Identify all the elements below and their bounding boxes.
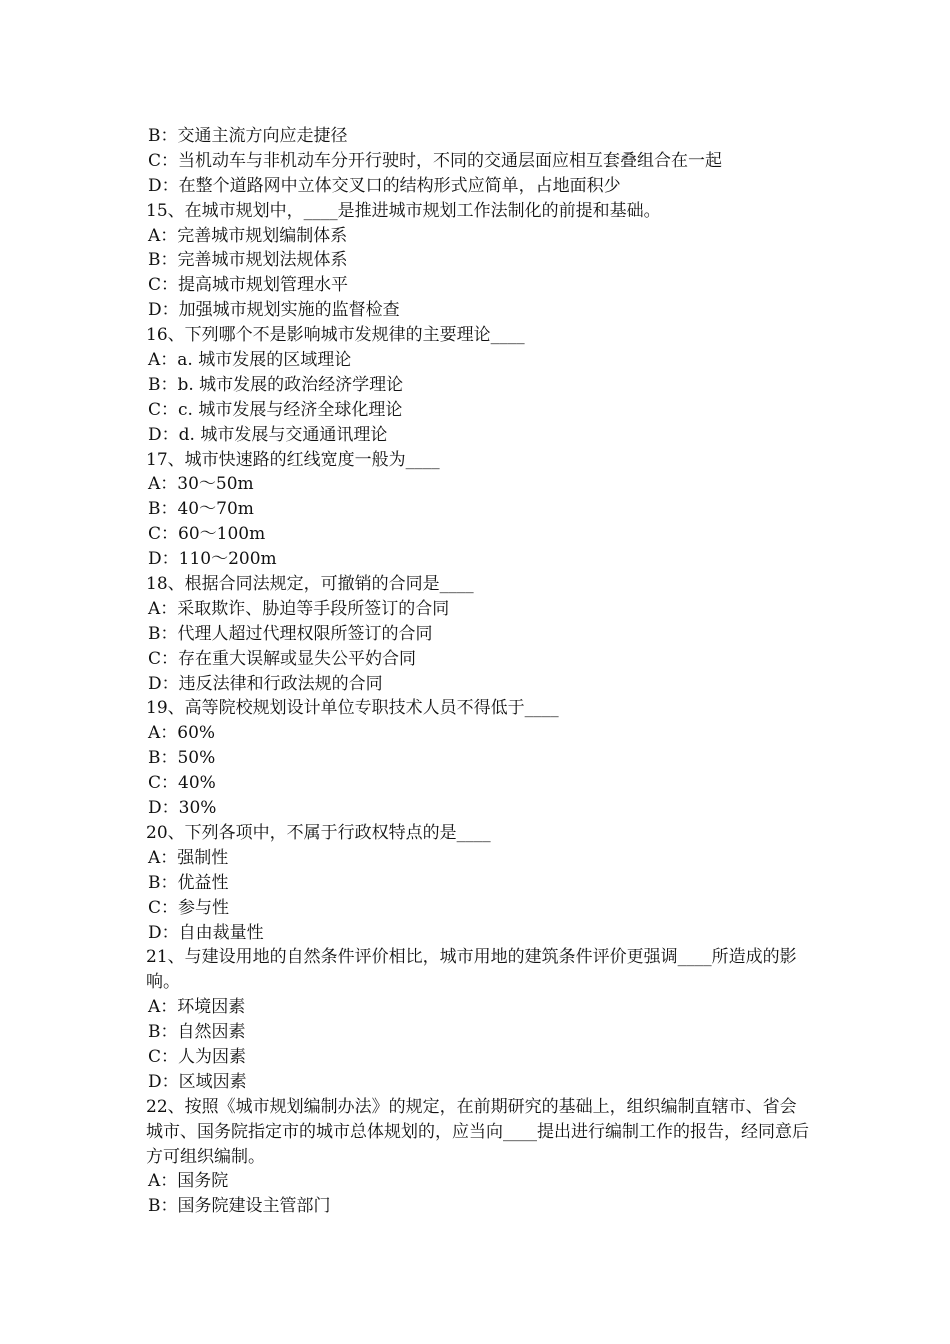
- answer-option: B：交通主流方向应走捷径: [148, 126, 348, 146]
- answer-option: A：完善城市规划编制体系: [148, 225, 348, 246]
- answer-option: D：在整个道路网中立体交叉口的结构形式应简单，占地面积少: [148, 175, 621, 196]
- answer-option: C：60～100m: [148, 524, 266, 545]
- answer-option: B：国务院建设主管部门: [148, 1196, 331, 1217]
- answer-option: C：提高城市规划管理水平: [148, 275, 349, 296]
- answer-option: A：强制性: [148, 847, 229, 868]
- answer-option: A：采取欺诈、胁迫等手段所签订的合同: [148, 598, 450, 619]
- question-text: 17、城市快速路的红线宽度一般为____: [146, 449, 440, 470]
- answer-option: C：40%: [148, 773, 216, 794]
- answer-option: B：50%: [148, 748, 216, 769]
- answer-option: B：完善城市规划法规体系: [148, 250, 348, 271]
- answer-option: D：加强城市规划实施的监督检查: [148, 300, 400, 321]
- answer-option: D：30%: [148, 798, 217, 819]
- answer-option: C：人为因素: [148, 1046, 247, 1067]
- question-text: 15、在城市规划中，____是推进城市规划工作法制化的前提和基础。: [146, 200, 661, 221]
- answer-option: D：110～200m: [148, 549, 277, 570]
- answer-option: C：存在重大误解或显失公平妁合同: [148, 648, 417, 669]
- question-text: 19、高等院校规划设计单位专职技术人员不得低于____: [146, 698, 559, 719]
- answer-option: A：环境因素: [148, 997, 246, 1018]
- document-page: [146, 124, 810, 1219]
- answer-option: D：d. 城市发展与交通通讯理论: [148, 424, 388, 445]
- answer-option: C：c. 城市发展与经济全球化理论: [148, 399, 403, 420]
- question-text: 18、根据合同法规定，可撤销的合同是____: [146, 574, 474, 595]
- answer-option: C：当机动车与非机动车分开行驶时，不同的交通层面应相互套叠组合在一起: [148, 150, 723, 171]
- question-text: 16、下列哪个不是影响城市发规律的主要理论____: [146, 325, 525, 346]
- answer-option: B：b. 城市发展的政治经济学理论: [148, 374, 404, 395]
- answer-option: A：60%: [148, 723, 216, 744]
- question-text: 20、下列各项中，不属于行政权特点的是____: [146, 822, 491, 843]
- answer-option: A：国务院: [148, 1171, 229, 1192]
- answer-option: A：a. 城市发展的区域理论: [148, 350, 352, 371]
- question-text: 21、与建设用地的自然条件评价相比，城市用地的建筑条件评价更强调____所造成的影响。: [146, 947, 797, 993]
- answer-option: C：参与性: [148, 897, 230, 918]
- answer-option: D：自由裁量性: [148, 922, 264, 943]
- question-text: 22、按照《城市规划编制办法》的规定，在前期研究的基础上，组织编制直辖市、省会城市、国务院指定市的城市总体规划的，应当向____提出进行编制工作的报告，经同意后方可组织编制。: [146, 1096, 809, 1167]
- answer-option: B：自然因素: [148, 1022, 246, 1043]
- answer-option: B：优益性: [148, 872, 229, 893]
- answer-option: D：区域因素: [148, 1071, 247, 1092]
- answer-option: B：代理人超过代理权限所签订的合同: [148, 623, 433, 644]
- answer-option: B：40～70m: [148, 499, 254, 520]
- answer-option: A：30～50m: [148, 474, 254, 495]
- answer-option: D：违反法律和行政法规的合同: [148, 673, 383, 694]
